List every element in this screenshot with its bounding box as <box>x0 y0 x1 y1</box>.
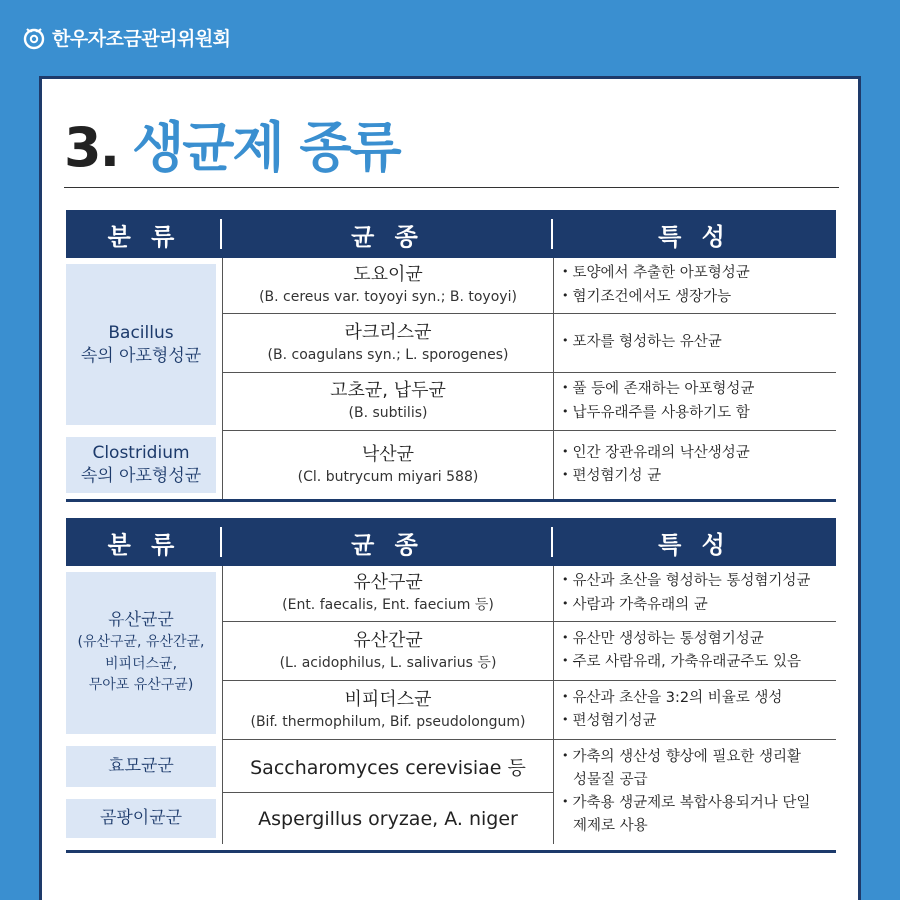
feature-item: • 혐기조건에서도 생장가능 <box>562 286 836 309</box>
feature-cell-shared <box>553 740 836 844</box>
feature-item: • 가축의 생산성 향상에 필요한 생리활 <box>562 746 836 769</box>
feature-text: 포자를 형성하는 유산균 <box>572 334 722 351</box>
header-classification: 분 류 <box>66 210 222 258</box>
feature-item: • 유산과 초산을 3:2의 비율로 생성 <box>562 687 836 710</box>
feature-cell <box>553 314 836 373</box>
class-line: 무아포 유산구균) <box>88 677 194 694</box>
class-bacillus <box>66 264 216 425</box>
feature-text: 납두유래주를 사용하기도 함 <box>572 404 750 421</box>
species-cell <box>222 258 553 314</box>
feature-item: • 편성혐기성 균 <box>562 465 836 488</box>
species-name: 낙산균 <box>361 443 415 465</box>
feature-text: 인간 장관유래의 낙산생성균 <box>572 444 750 461</box>
title-divider <box>64 187 839 188</box>
species-name: 고초균, 납두균 <box>330 380 446 401</box>
title-number: 3. <box>64 116 119 179</box>
feature-item: • 토양에서 추출한 아포형성균 <box>562 262 836 285</box>
class-line: 속의 아포형성균 <box>80 345 202 366</box>
feature-text: 유산만 생성하는 통성혐기성균 <box>572 630 764 647</box>
feature-item-cont <box>562 769 836 792</box>
feature-cell <box>553 258 836 314</box>
class-line: Bacillus <box>108 322 174 343</box>
class-line: (유산구균, 유산간균, <box>77 633 205 650</box>
feature-text: 혐기조건에서도 생장가능 <box>572 288 732 305</box>
species-cell <box>222 793 553 844</box>
header-features: 특 성 <box>553 518 836 566</box>
feature-text: 유산과 초산을 3:2의 비율로 생성 <box>572 689 783 706</box>
feature-text: 가축용 생균제로 복합사용되거나 단일 <box>572 795 811 811</box>
table-lactic-yeast-mold <box>66 518 836 844</box>
feature-item: • 납두유래주를 사용하기도 함 <box>562 402 836 425</box>
title-text: 생균제 종류 <box>132 116 400 179</box>
feature-cell <box>553 622 836 681</box>
feature-text: 성물질 공급 <box>573 771 648 788</box>
feature-cell <box>553 566 836 622</box>
species-cell <box>222 431 553 499</box>
species-name: 유산간균 <box>353 629 423 651</box>
species-latin: (B. coagulans syn.; L. sporogenes) <box>267 346 509 363</box>
class-line: 유산균군 <box>108 610 174 630</box>
species-cell <box>222 373 553 431</box>
table1-bottom-rule <box>66 499 836 502</box>
species-cell <box>222 566 553 622</box>
species-latin: (B. cereus var. toyoyi syn.; B. toyoyi) <box>259 289 517 306</box>
feature-text: 편성혐기성균 <box>572 713 657 729</box>
class-line: 비피더스균, <box>104 655 178 672</box>
species-name: Saccharomyces cerevisiae 등 <box>250 756 526 779</box>
species-name: 유산구균 <box>353 572 423 593</box>
feature-text: 사람과 가축유래의 균 <box>572 596 708 613</box>
species-name: 도요이균 <box>353 264 423 285</box>
species-cell <box>222 314 553 373</box>
species-name: 비피더스균 <box>344 688 432 710</box>
feature-item: • 인간 장관유래의 낙산생성균 <box>562 442 836 465</box>
feature-item: • 가축용 생균제로 복합사용되거나 단일 <box>562 792 836 815</box>
class-yeast <box>66 746 216 787</box>
species-latin: (Cl. butrycum miyari 588) <box>297 468 479 485</box>
feature-item: • 포자를 형성하는 유산균 <box>562 331 836 354</box>
feature-item: • 유산만 생성하는 통성혐기성균 <box>562 628 836 651</box>
class-clostridium <box>66 437 216 493</box>
class-line: Clostridium <box>92 443 190 464</box>
content-card <box>39 76 861 900</box>
class-mold <box>66 799 216 838</box>
feature-text: 유산과 초산을 형성하는 통성혐기성균 <box>572 573 811 590</box>
species-name: 라크리스균 <box>344 321 432 343</box>
header-species: 균 종 <box>222 518 553 566</box>
hanwoo-logo-icon <box>22 26 46 50</box>
class-line: 곰팡이균군 <box>99 808 183 829</box>
feature-item: • 풀 등에 존재하는 아포형성균 <box>562 378 836 401</box>
class-line: 효모균군 <box>108 756 174 777</box>
brand <box>22 24 231 51</box>
table-bacillus-clostridium <box>66 210 836 499</box>
species-latin: (Ent. faecalis, Ent. faecium 등) <box>282 597 494 614</box>
feature-text: 풀 등에 존재하는 아포형성균 <box>572 381 755 398</box>
species-cell <box>222 622 553 681</box>
table2-bottom-rule <box>66 850 836 853</box>
feature-cell <box>553 373 836 431</box>
feature-text: 주로 사람유래, 가축유래균주도 있음 <box>572 654 802 670</box>
feature-text: 제제로 사용 <box>573 818 648 835</box>
feature-text: 가축의 생산성 향상에 필요한 생리활 <box>572 748 802 765</box>
feature-item: • 편성혐기성균 <box>562 710 836 733</box>
species-cell <box>222 681 553 740</box>
header-classification: 분 류 <box>66 518 222 566</box>
feature-text: 토양에서 추출한 아포형성균 <box>572 265 750 282</box>
brand-name: 한우자조금관리위원회 <box>52 28 231 50</box>
feature-item: • 사람과 가축유래의 균 <box>562 594 836 617</box>
feature-item: • 유산과 초산을 형성하는 통성혐기성균 <box>562 570 836 593</box>
class-line: 속의 아포형성균 <box>80 466 202 486</box>
header-species: 균 종 <box>222 210 553 258</box>
species-latin: (L. acidophilus, L. salivarius 등) <box>279 654 497 671</box>
species-name: Aspergillus oryzae, A. niger <box>258 807 518 830</box>
feature-cell <box>553 431 836 499</box>
species-cell <box>222 740 553 793</box>
feature-item-cont <box>562 815 836 838</box>
header-features: 특 성 <box>553 210 836 258</box>
species-latin: (Bif. thermophilum, Bif. pseudolongum) <box>250 713 526 730</box>
feature-cell <box>553 681 836 740</box>
species-latin: (B. subtilis) <box>348 405 428 422</box>
page-title <box>64 105 400 182</box>
feature-item: • 주로 사람유래, 가축유래균주도 있음 <box>562 651 836 674</box>
class-lactic-acid <box>66 572 216 734</box>
feature-text: 편성혐기성 균 <box>572 468 662 484</box>
